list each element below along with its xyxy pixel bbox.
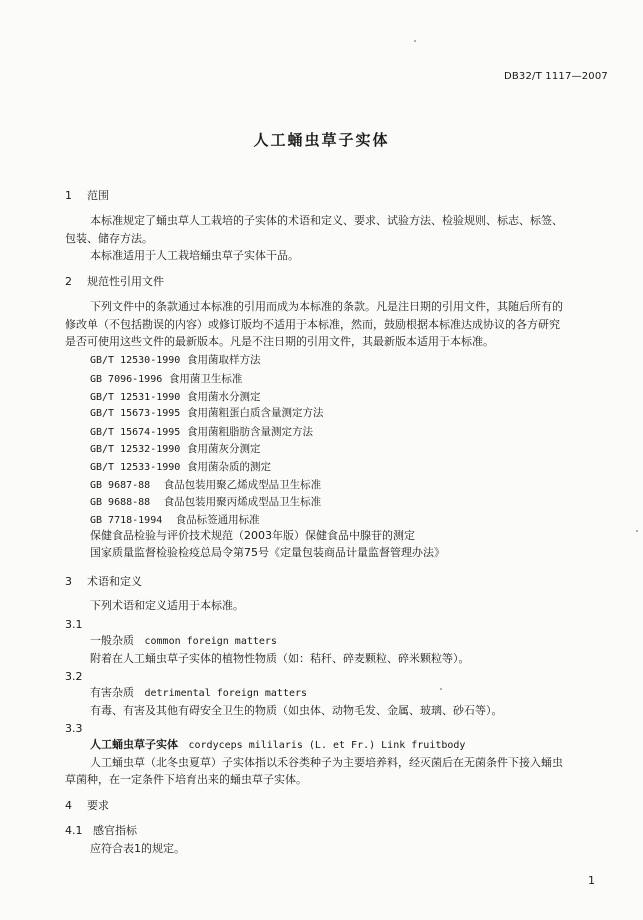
page-title: 人工蛹虫草子实体	[253, 131, 390, 149]
section-2-heading	[65, 275, 164, 289]
reference-item: GB/T 12533-1990 食用菌杂质的测定	[90, 461, 271, 473]
scan-speck	[636, 530, 638, 532]
subsection-4-1-heading: 4.1 感官指标	[65, 824, 137, 837]
section-2-para-line-3: 是否可使用这些文件的最新版本。凡是不注日期的引用文件，其最新版本适用于本标准。	[65, 335, 494, 348]
term-3-1-number: 3.1	[65, 618, 83, 631]
reference-item: GB 7096-1996 食用菌卫生标准	[90, 373, 243, 385]
section-2-para-line-1: 下列文件中的条款通过本标准的引用而成为本标准的条款。凡是注日期的引用文件，其随后所有的	[90, 300, 563, 313]
section-1-para-1-line-1: 本标准规定了蛹虫草人工栽培的子实体的术语和定义、要求、试验方法、检验规则、标志、标签、	[90, 214, 563, 227]
reference-extra-1: 保健食品检验与评价技术规范（2003年版）保健食品中腺苷的测定	[90, 529, 415, 542]
term-3-2-heading: 有害杂质 detrimental foreign matters	[90, 686, 308, 699]
section-1-para-2: 本标准适用于人工栽培蛹虫草子实体干品。	[90, 249, 299, 262]
section-1-heading	[65, 189, 109, 203]
section-2-para-line-2: 修改单（不包括勘误的内容）或修订版均不适用于本标准，然而，鼓励根据本标准达成协议的各方研究	[65, 318, 560, 331]
section-4-heading	[65, 799, 109, 813]
section-2-title: 规范性引用文件	[87, 275, 164, 288]
scan-speck	[440, 688, 442, 690]
term-3-2-definition: 有毒、有害及其他有碍安全卫生的物质（如虫体、动物毛发、金属、玻璃、砂石等）。	[90, 704, 503, 717]
reference-item: GB/T 12530-1990 食用菌取样方法	[90, 354, 261, 366]
page-number: 1	[588, 874, 595, 887]
reference-item: GB/T 12531-1990 食用菌水分测定	[90, 391, 261, 403]
term-3-2-number: 3.2	[65, 670, 83, 683]
reference-item: GB 9688-88 食品包装用聚丙烯成型品卫生标准	[90, 496, 322, 508]
reference-item: GB 9687-88 食品包装用聚乙烯成型品卫生标准	[90, 479, 322, 491]
reference-item: GB/T 12532-1990 食用菌灰分测定	[90, 443, 261, 455]
reference-item: GB/T 15673-1995 食用菌粗蛋白质含量测定方法	[90, 407, 324, 419]
section-3-number: 3	[65, 575, 72, 588]
section-1-number: 1	[65, 189, 72, 202]
subsection-4-1-text: 应符合表1的规定。	[90, 842, 185, 855]
section-1-title: 范围	[87, 189, 109, 202]
term-3-3-number: 3.3	[65, 722, 83, 735]
section-2-number: 2	[65, 275, 72, 288]
term-3-1-heading: 一般杂质 common foreign matters	[90, 634, 277, 647]
term-3-3-definition-line-1: 人工蛹虫草（北冬虫夏草）子实体指以禾谷类种子为主要培养料，经灭菌后在无菌条件下接入蛹虫	[90, 756, 563, 769]
standard-code: DB32/T 1117—2007	[503, 71, 608, 82]
section-4-title: 要求	[87, 799, 109, 812]
section-3-heading	[65, 575, 142, 589]
section-1-para-1-line-2: 包装、储存方法。	[65, 232, 153, 245]
term-3-1-definition: 附着在人工蛹虫草子实体的植物性物质（如：秸秆、碎麦颗粒、碎米颗粒等）。	[90, 652, 470, 665]
reference-extra-2: 国家质量监督检验检疫总局令第75号《定量包装商品计量监督管理办法》	[90, 546, 445, 559]
reference-item: GB/T 15674-1995 食用菌粗脂肪含量测定方法	[90, 426, 313, 438]
term-3-3-heading: 人工蛹虫草子实体 cordyceps mililaris (L. et Fr.) Link fruitbody	[90, 738, 466, 751]
section-4-number: 4	[65, 799, 72, 812]
section-3-title: 术语和定义	[87, 575, 142, 588]
reference-item: GB 7718-1994 食品标签通用标准	[90, 514, 260, 526]
section-3-intro: 下列术语和定义适用于本标准。	[90, 599, 244, 612]
scan-speck	[414, 40, 416, 42]
term-3-3-definition-line-2: 草菌种，在一定条件下培育出来的蛹虫草子实体。	[65, 773, 307, 786]
